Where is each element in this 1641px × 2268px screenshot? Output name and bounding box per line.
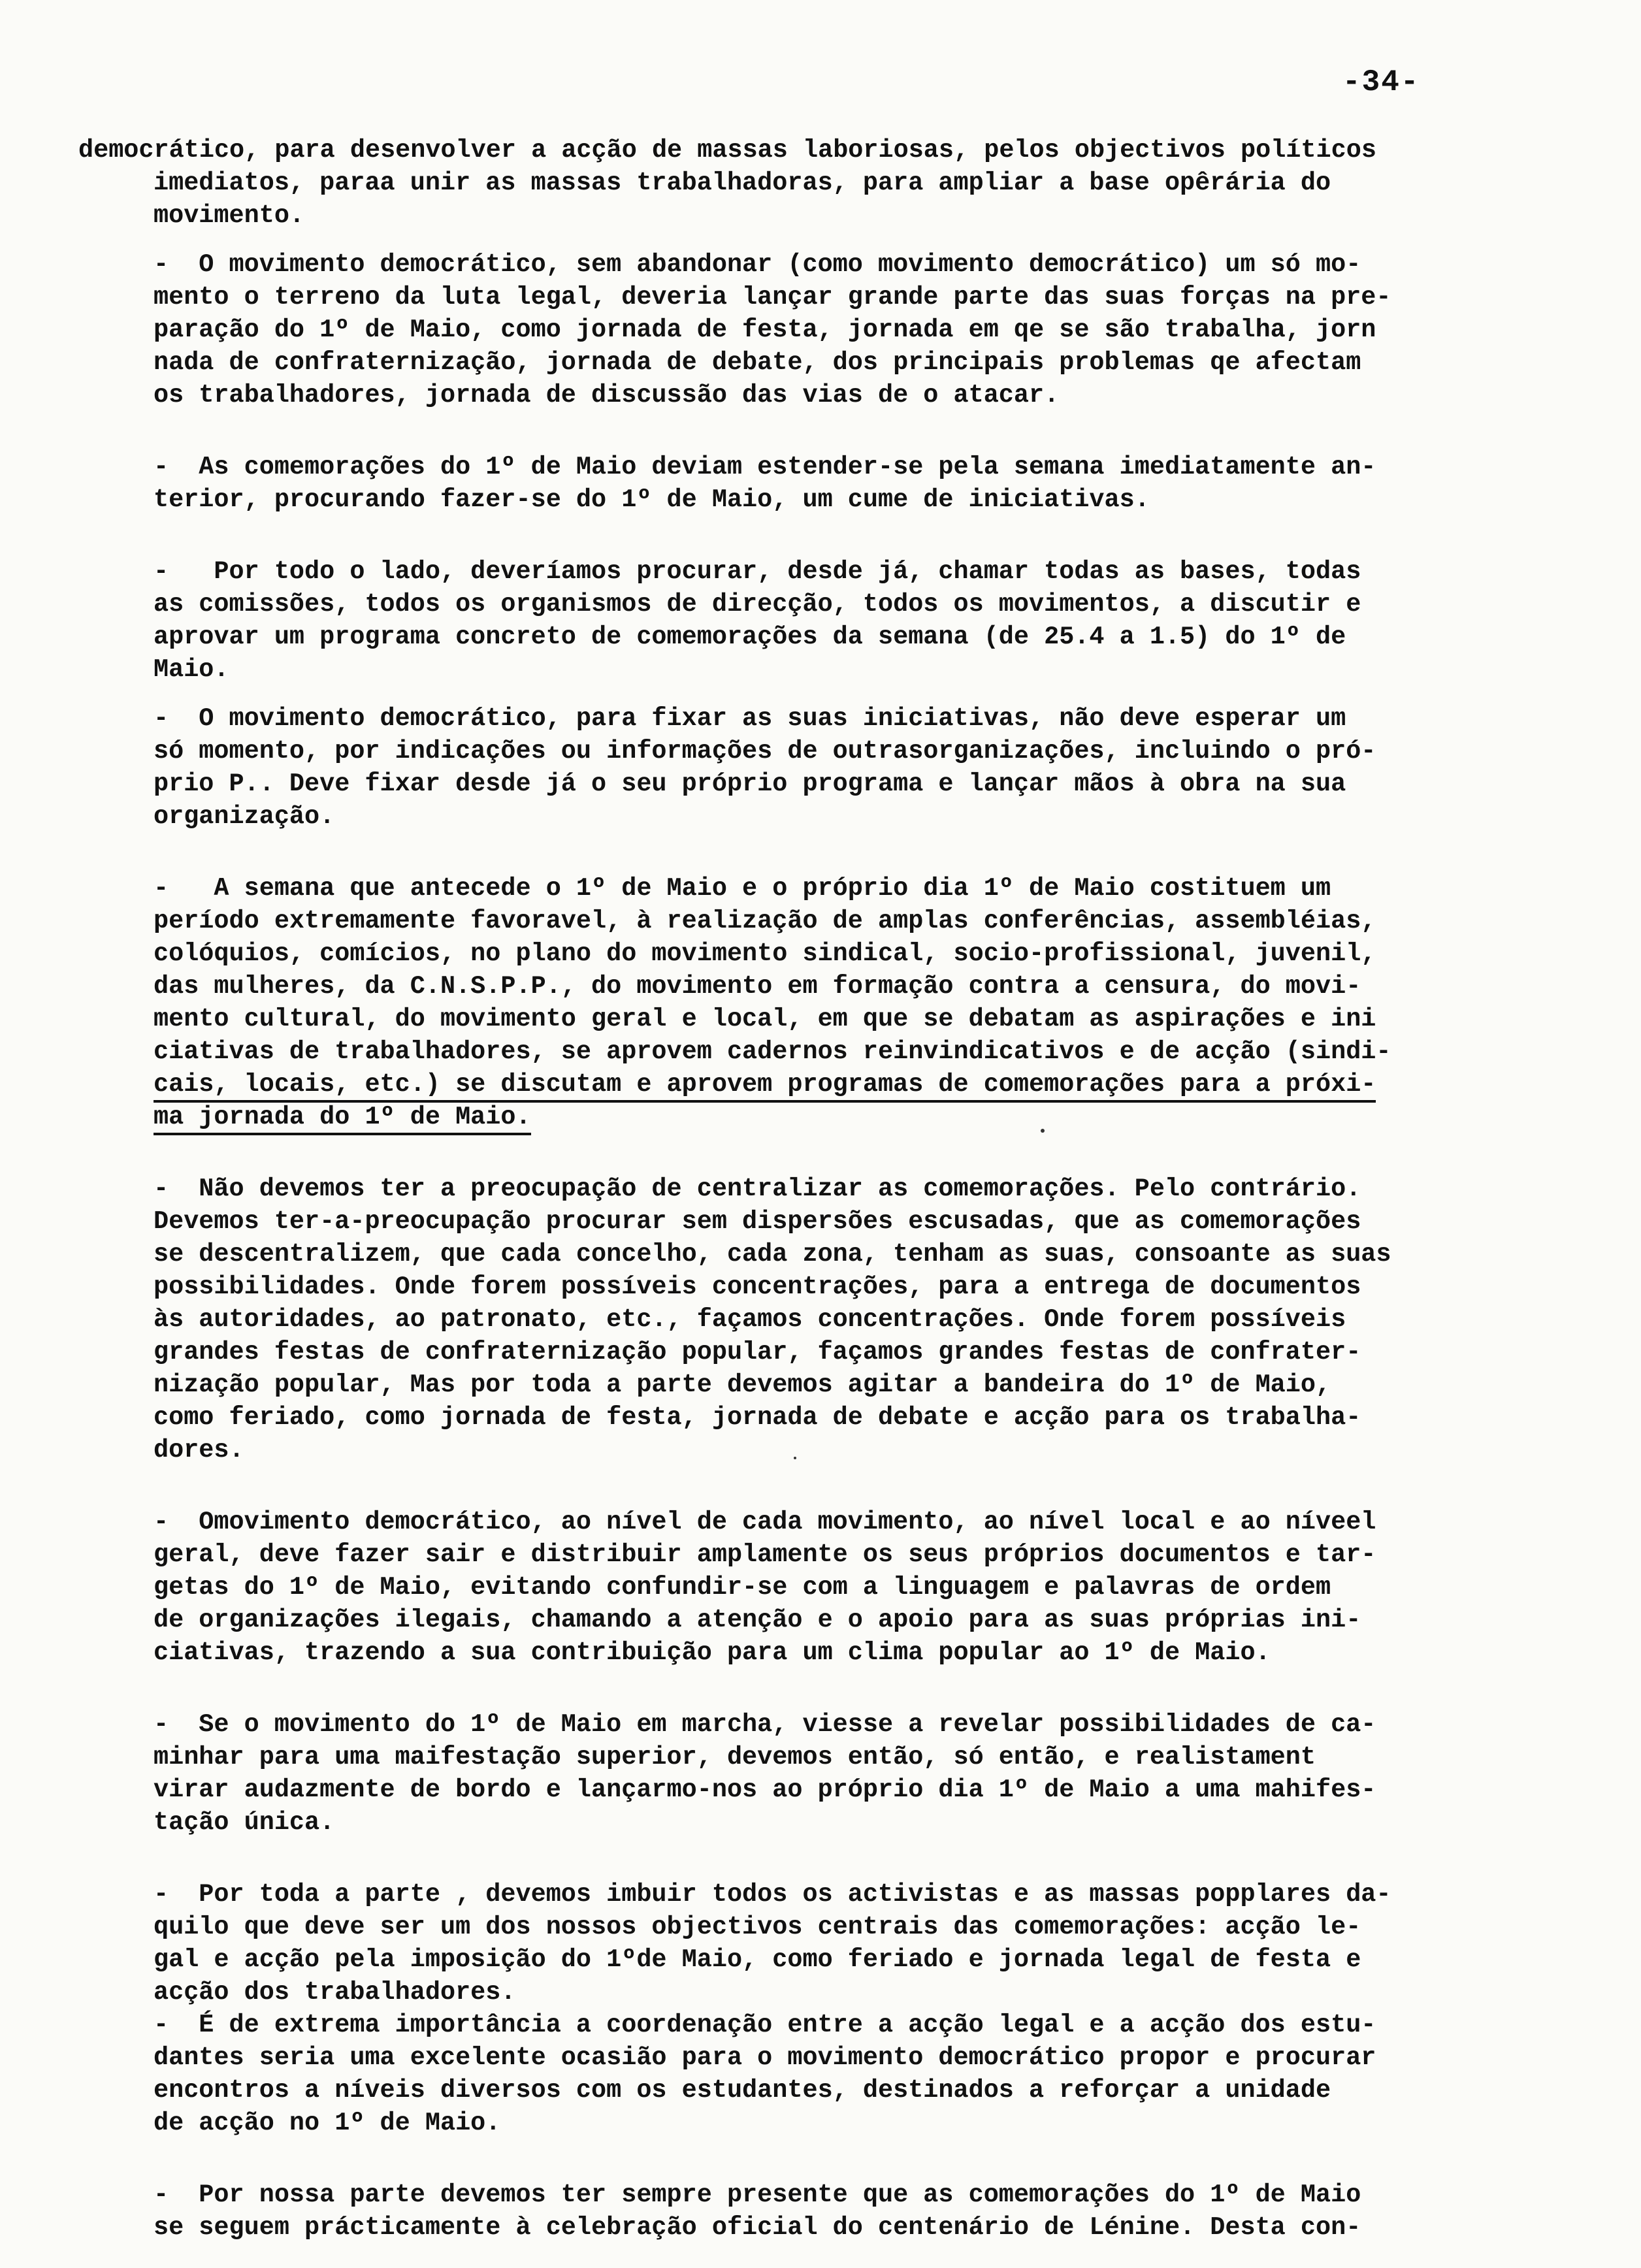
text-line: - O movimento democrático, sem abandonar (como movimento democrático) um só mo- [154,250,1361,279]
text-line: - O movimento democrático, para fixar as suas iniciativas, não deve esperar um [154,704,1346,733]
document-body [78,134,1574,2244]
text-line: os trabalhadores, jornada de discussão das vias de o atacar. [154,381,1060,410]
text-line: às autoridades, ao patronato, etc., façamos concentrações. Onde forem possíveis [154,1305,1346,1334]
text-line: se descentralizem, que cada concelho, cada zona, tenham as suas, consoante as suas [154,1240,1391,1269]
text-line: democrático, para desenvolver a acção de massas laboriosas, pelos objectivos políticos [78,136,1376,165]
text-line: getas do 1º de Maio, evitando confundir-se com a linguagem e palavras de ordem [154,1573,1331,1602]
text-line: quilo que deve ser um dos nossos objectivos centrais das comemorações: acção le- [154,1913,1361,1941]
text-line: mento cultural, do movimento geral e local, em que se debatam as aspirações e ini [154,1005,1376,1033]
text-line: - Omovimento democrático, ao nível de cada movimento, ao nível local e ao níveel [154,1508,1376,1536]
text-line: nização popular, Mas por toda a parte devemos agitar a bandeira do 1º de Maio, [154,1370,1331,1399]
text-line: colóquios, comícios, no plano do movimento sindical, socio-profissional, juvenil, [154,939,1376,968]
text-line: organização. [154,802,335,831]
text-line: - Não devemos ter a preocupação de centralizar as comemorações. Pelo contrário. [154,1174,1361,1203]
text-line: grandes festas de confraternização popular, façamos grandes festas de confrater- [154,1338,1361,1367]
paragraph [78,555,1574,686]
text-line: possibilidades. Onde forem possíveis concentrações, para a entrega de documentos [154,1272,1361,1301]
text-line: Maio. [154,655,229,684]
text-line: aprovar um programa concreto de comemorações da semana (de 25.4 a 1.5) do 1º de [154,623,1346,651]
text-line: dores. [154,1436,244,1465]
text-line: - As comemorações do 1º de Maio deviam estender-se pela semana imediatamente an- [154,453,1376,481]
paragraph [78,248,1574,412]
scan-speck [794,1457,796,1459]
paragraph [78,134,1574,232]
text-line: minhar para uma maifestação superior, devemos então, só então, e realistament [154,1743,1316,1772]
underlined-text: cais, locais, etc.) se discutam e aprovem programas de comemorações para a próxi- [154,1070,1376,1103]
text-line: se seguem prácticamente à celebração oficial do centenário de Lénine. Desta con- [154,2213,1361,2242]
text-line: acção dos trabalhadores. [154,1978,516,2007]
paragraph [78,872,1574,1133]
text-line: terior, procurando fazer-se do 1º de Maio, um cume de iniciativas. [154,485,1150,514]
text-line: só momento, por indicações ou informações de outrasorganizações, incluindo o pró- [154,737,1376,766]
text-line: - Se o movimento do 1º de Maio em marcha, viesse a revelar possibilidades de ca- [154,1710,1376,1739]
paragraph [78,2009,1574,2139]
text-line: geral, deve fazer sair e distribuir amplamente os seus próprios documentos e tar- [154,1540,1376,1569]
text-line: como feriado, como jornada de festa, jornada de debate e acção para os trabalha- [154,1403,1361,1432]
text-line [154,1068,1574,1101]
text-line: movimento. [154,201,305,230]
paragraph [78,1506,1574,1669]
paragraph [78,1173,1574,1466]
text-line: ciativas de trabalhadores, se aprovem cadernos reinvindicativos e de acção (sindi- [154,1037,1391,1066]
text-line: das mulheres, da C.N.S.P.P., do movimento em formação contra a censura, do movi- [154,972,1361,1001]
text-line: tação única. [154,1808,335,1837]
text-line: de organizações ilegais, chamando a atenção e o apoio para as suas próprias ini- [154,1606,1361,1634]
paragraph [78,702,1574,833]
text-line: paração do 1º de Maio, como jornada de festa, jornada em qe se são trabalha, jorn [154,316,1376,344]
text-line: - A semana que antecede o 1º de Maio e o próprio dia 1º de Maio costituem um [154,874,1331,903]
text-line: mento o terreno da luta legal, deveria lançar grande parte das suas forças na pre- [154,283,1391,312]
text-line: - Por todo o lado, deveríamos procurar, desde já, chamar todas as bases, todas [154,557,1361,586]
text-line: período extremamente favoravel, à realização de amplas conferências, assembléias, [154,907,1376,935]
text-line: - É de extrema importância a coordenação entre a acção legal e a acção dos estu- [154,2011,1376,2039]
text-line: nada de confraternização, jornada de debate, dos principais problemas qe afectam [154,348,1361,377]
text-line: - Por nossa parte devemos ter sempre presente que as comemorações do 1º de Maio [154,2180,1361,2209]
text-line: as comissões, todos os organismos de direcção, todos os movimentos, a discutir e [154,590,1361,619]
paragraph [78,1708,1574,1839]
paragraph [78,451,1574,516]
paragraph [78,2179,1574,2244]
text-line: Devemos ter-a-preocupação procurar sem dispersões escusadas, que as comemorações [154,1207,1361,1236]
page-number: -34- [1342,65,1420,99]
scan-speck [1041,1129,1045,1133]
text-line: ciativas, trazendo a sua contribuição para um clima popular ao 1º de Maio. [154,1638,1271,1667]
text-line: de acção no 1º de Maio. [154,2109,501,2137]
text-line: dantes seria uma excelente ocasião para o movimento democrático propor e procurar [154,2043,1376,2072]
text-line: encontros a níveis diversos com os estudantes, destinados a reforçar a unidade [154,2076,1331,2105]
underlined-text: ma jornada do 1º de Maio. [154,1103,531,1135]
text-line: - Por toda a parte , devemos imbuir todos os activistas e as massas popplares da- [154,1880,1391,1909]
text-line: virar audazmente de bordo e lançarmo-nos ao próprio dia 1º de Maio a uma mahifes- [154,1775,1376,1804]
text-line: gal e acção pela imposição do 1ºde Maio, como feriado e jornada legal de festa e [154,1945,1361,1974]
text-line: imediatos, paraa unir as massas trabalhadoras, para ampliar a base opêrária do [154,169,1331,197]
paragraph [78,1878,1574,2009]
text-line [154,1101,1574,1133]
text-line: prio P.. Deve fixar desde já o seu próprio programa e lançar mãos à obra na sua [154,770,1346,798]
